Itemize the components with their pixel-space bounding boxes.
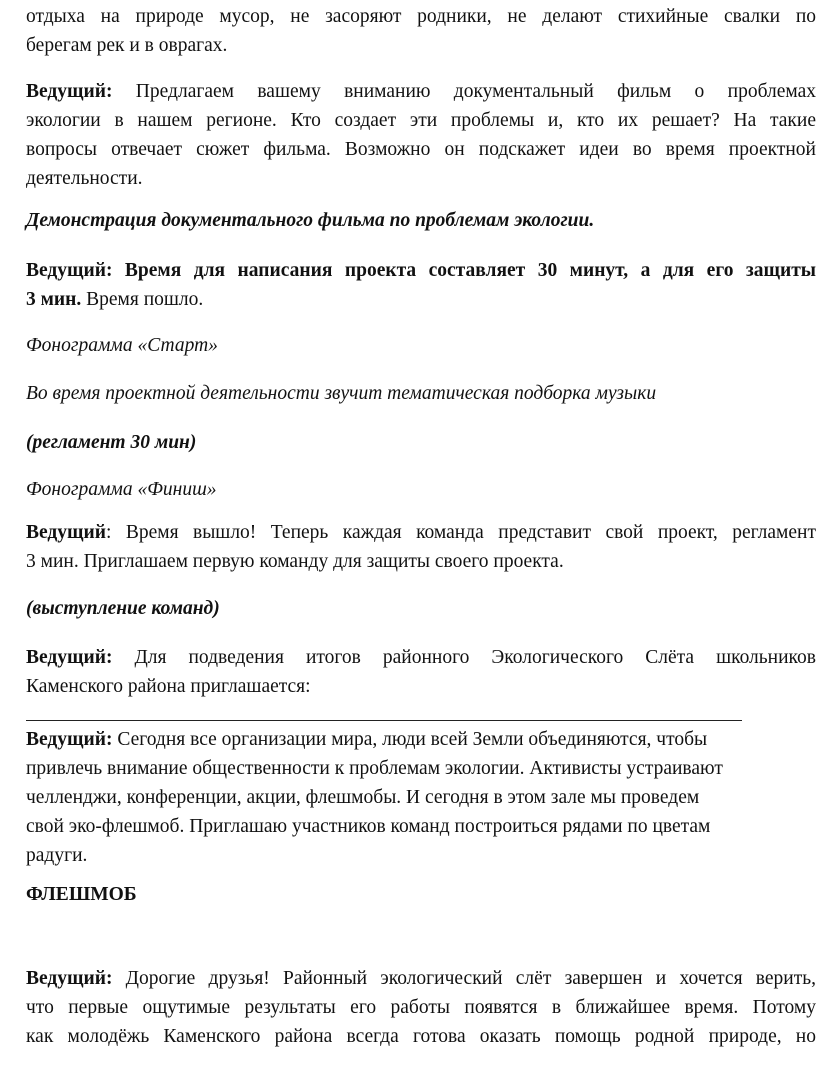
text-span: Время пошло. (81, 289, 204, 310)
text-line (26, 643, 816, 672)
text-line: радуги. (26, 845, 88, 866)
text-span: Предлагаем вашему вниманию документальный фильм о проблемах (112, 81, 816, 102)
speaker-label: Ведущий (26, 522, 106, 543)
text-line (26, 285, 816, 314)
text-line: привлечь внимание общественности к проблемам экологии. Активисты устраивают (26, 758, 723, 779)
text-line: как молодёжь Каменского района всегда готова оказать помощь родной природе, но (26, 1026, 816, 1047)
stage-direction-reglament: (регламент 30 мин) (26, 432, 197, 453)
text-line: отдыха на природе мусор, не засоряют родники, не делают стихийные свалки по (26, 6, 816, 27)
text-line: деятельности. (26, 168, 143, 189)
stage-direction-finish: Фонограмма «Финиш» (26, 479, 217, 500)
text-line: Каменского района приглашается: (26, 676, 311, 697)
text-span: Дорогие друзья! Районный экологический слёт завершен и хочется верить, (112, 968, 816, 989)
text-line (26, 77, 816, 106)
text-line: 3 мин. Приглашаем первую команду для защиты своего проекта. (26, 551, 564, 572)
speaker-label: Ведущий: (26, 81, 113, 102)
stage-direction-start: Фонограмма «Старт» (26, 335, 218, 356)
speaker-label: Ведущий: (26, 729, 113, 750)
text-span: : Время вышло! Теперь каждая команда представит свой проект, регламент (105, 522, 816, 543)
text-line: берегам рек и в оврагах. (26, 35, 228, 56)
text-span: 3 мин. (26, 289, 82, 310)
paragraph-intro (26, 2, 816, 60)
text-line (26, 518, 816, 547)
stage-direction-film: Демонстрация документального фильма по проблемам экологии. (26, 210, 595, 231)
text-line: челленджи, конференции, акции, флешмобы. И сегодня в этом зале мы проведем (26, 787, 700, 808)
paragraph-closing (26, 964, 816, 1051)
text-line: свой эко-флешмоб. Приглашаю участников команд построиться рядами по цветам (26, 816, 711, 837)
text-line (26, 725, 788, 754)
paragraph-time (26, 256, 816, 314)
text-span: Сегодня все организации мира, люди всей Земли объединяются, чтобы (112, 729, 708, 750)
stage-direction-teams: (выступление команд) (26, 598, 220, 619)
blank-fill-line (26, 720, 742, 721)
text-span: Для подведения итогов районного Экологического Слёта школьников (112, 647, 816, 668)
stage-direction-music: Во время проектной деятельности звучит тематическая подборка музыки (26, 383, 657, 404)
speaker-label: Ведущий: (26, 968, 113, 989)
speaker-label: Ведущий: (26, 647, 113, 668)
section-heading-flashmob: ФЛЕШМОБ (26, 884, 137, 905)
text-line (26, 964, 816, 993)
text-line: что первые ощутимые результаты его работы появятся в ближайшее время. Потому (26, 997, 816, 1018)
paragraph-results (26, 643, 816, 701)
text-line: вопросы отвечает сюжет фильма. Возможно он подскажет идеи во время проектной (26, 139, 816, 160)
text-line: Ведущий: Время для написания проекта составляет 30 минут, а для его защиты (26, 260, 816, 281)
paragraph-film-intro (26, 77, 816, 193)
text-line: экологии в нашем регионе. Кто создает эти проблемы и, кто их решает? На такие (26, 110, 816, 131)
paragraph-flashmob-intro (26, 725, 788, 870)
paragraph-time-over (26, 518, 816, 576)
